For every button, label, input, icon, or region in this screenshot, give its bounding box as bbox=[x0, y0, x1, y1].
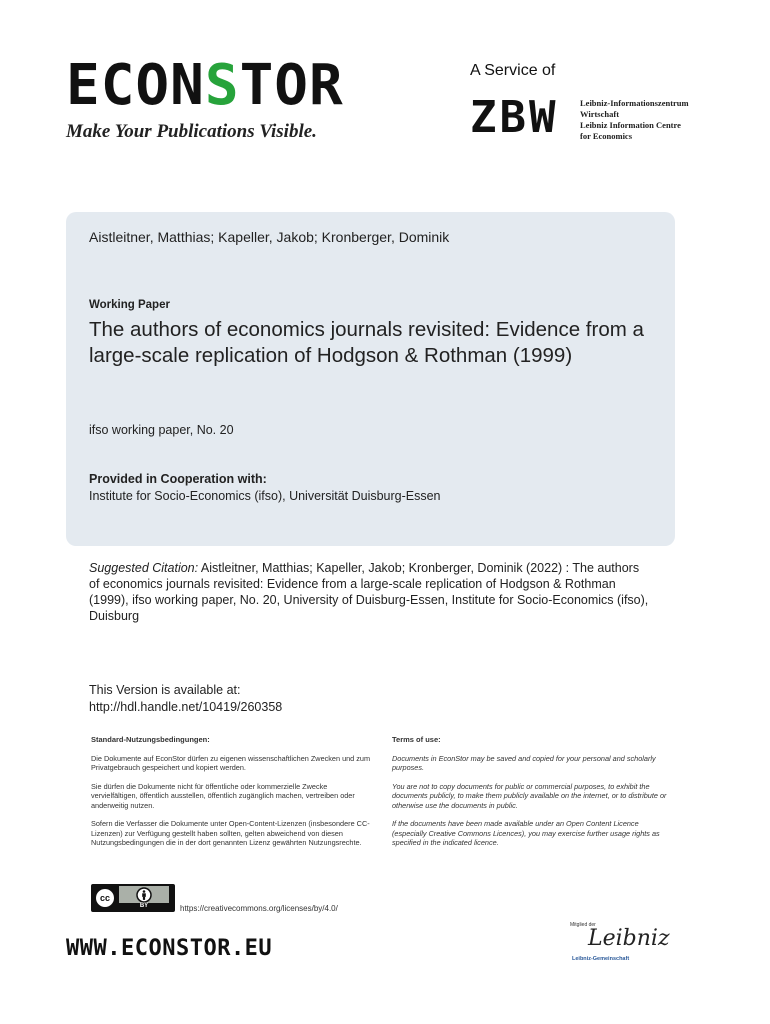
logo-part1: ECON bbox=[66, 53, 205, 118]
authors: Aistleitner, Matthias; Kapeller, Jakob; Kronberger, Dominik bbox=[89, 229, 450, 245]
paper-title: The authors of economics journals revisited: Evidence from a large-scale replication of Hodgson & Rothman (1999) bbox=[89, 318, 644, 367]
citation-text: Aistleitner, Matthias; Kapeller, Jakob; Kronberger, Dominik (2022) : The authors of economics journals revisited: Evidence from a large-scale replication of Hodgson & Rothman (1999), ifso working paper, No. 20, University of Duisburg-Essen, Institute for Socio-Economics (ifso), Duisburg bbox=[89, 561, 649, 623]
leibniz-gemeinschaft-label: Leibniz-Gemeinschaft bbox=[572, 956, 630, 962]
handle-link[interactable]: http://hdl.handle.net/10419/260358 bbox=[89, 700, 283, 714]
license-url[interactable]: https://creativecommons.org/licenses/by/4.0/ bbox=[180, 904, 338, 913]
cooperation-institution: Institute for Socio-Economics (ifso), Universität Duisburg-Essen bbox=[89, 489, 441, 503]
terms-english-p2: You are not to copy documents for public or commercial purposes, to exhibit the documents publicly, to make them publicly available on the internet, or to distribute or otherwise use the documents in public. bbox=[392, 781, 667, 810]
leibniz-member-label: Mitglied der bbox=[570, 922, 596, 928]
suggested-citation bbox=[89, 560, 649, 624]
econstor-site-url[interactable]: WWW.ECONSTOR.EU bbox=[66, 936, 273, 961]
logo-accent: S bbox=[204, 53, 240, 118]
terms-german-p2: Sie dürfen die Dokumente nicht für öffentliche oder kommerzielle Zwecke vervielfältigen, öffentlich ausstellen, öffentlich zugänglich machen, vertreiben oder anderweitig nutzen. bbox=[91, 781, 355, 810]
zbw-description bbox=[580, 98, 689, 142]
zbw-logo: ZBW bbox=[470, 92, 559, 143]
citation-label: Suggested Citation: bbox=[89, 561, 199, 575]
cc-icon: cc bbox=[94, 887, 116, 909]
by-label: BY bbox=[119, 903, 169, 910]
attribution-person-icon bbox=[136, 887, 152, 903]
terms-english bbox=[392, 735, 672, 857]
terms-english-heading: Terms of use: bbox=[392, 735, 441, 744]
terms-english-p3: If the documents have been made available under an Open Content Licence (especially Creative Commons Licences), you may exercise further usage rights as specified in the indicated licence. bbox=[392, 819, 660, 847]
zbw-line: Leibniz-Informationszentrum bbox=[580, 98, 689, 108]
version-block bbox=[89, 682, 282, 716]
series: ifso working paper, No. 20 bbox=[89, 423, 234, 437]
logo-part2: TOR bbox=[239, 53, 344, 118]
terms-german-p3: Sofern die Verfasser die Dokumente unter Open-Content-Lizenzen (insbesondere CC-Lizenzen) zur Verfügung gestellt haben sollten, gelten abweichend von diesen Nutzungsbedingungen die in der dort genannten Lizenz gewährten Nutzungsrechte. bbox=[91, 819, 370, 847]
zbw-line: Leibniz Information Centre bbox=[580, 120, 681, 130]
terms-german-p1: Die Dokumente auf EconStor dürfen zu eigenen wissenschaftlichen Zwecken und zum Privatgebrauch gespeichert und kopiert werden. bbox=[91, 753, 371, 772]
service-label: A Service of bbox=[470, 62, 556, 79]
document-type: Working Paper bbox=[89, 299, 170, 311]
leibniz-logo bbox=[568, 922, 670, 972]
zbw-line: Wirtschaft bbox=[580, 109, 620, 119]
version-label: This Version is available at: bbox=[89, 683, 241, 697]
terms-english-p1: Documents in EconStor may be saved and copied for your personal and scholarly purposes. bbox=[392, 753, 656, 772]
tagline: Make Your Publications Visible. bbox=[66, 121, 317, 142]
econstor-logo bbox=[66, 53, 344, 118]
leibniz-signature: Leibniz bbox=[588, 926, 670, 951]
zbw-line: for Economics bbox=[580, 131, 633, 141]
terms-german bbox=[91, 735, 371, 857]
cc-by-badge[interactable] bbox=[91, 884, 175, 912]
cooperation-label: Provided in Cooperation with: bbox=[89, 472, 267, 486]
terms-german-heading: Standard-Nutzungsbedingungen: bbox=[91, 735, 210, 744]
by-icon bbox=[119, 886, 169, 910]
